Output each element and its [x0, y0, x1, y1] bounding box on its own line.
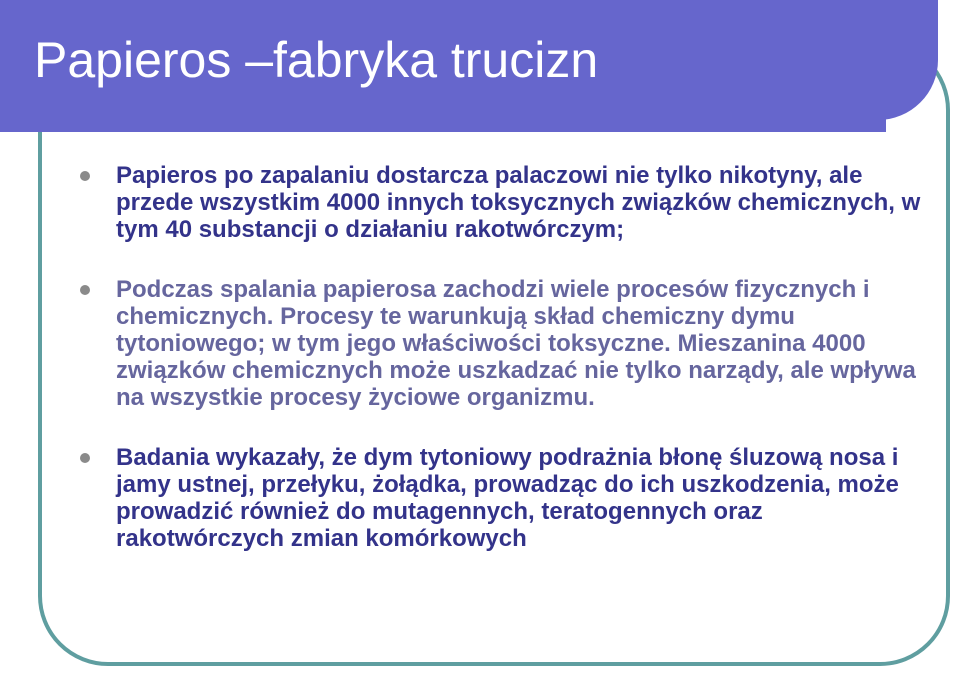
bullet-dot-icon [80, 453, 90, 463]
bullet-text-1: Papieros po zapalaniu dostarcza palaczowi nie tylko nikotyny, ale przede wszystkim 4000 innych toksycznych związków chemicznych, w tym 40 substancji o działaniu rakotwórczym; [116, 162, 921, 243]
bullet-dot-icon [80, 285, 90, 295]
slide-title: Papieros –fabryka trucizn [34, 32, 599, 88]
bullet-text-3: Badania wykazały, że dym tytoniowy podrażnia błonę śluzową nosa i jamy ustnej, przełyku, żołądka, prowadząc do ich uszkodzenia, może prowadzić również do mutagennych, teratogennych oraz rakotwórczych zmian komórkowych [116, 444, 899, 552]
bullet-item-3 [76, 444, 936, 552]
bullet-dot-icon [80, 171, 90, 181]
bullet-item-1 [76, 162, 936, 243]
bullet-list [76, 162, 936, 552]
bullet-item-2 [76, 276, 936, 411]
bullet-text-2: Podczas spalania papierosa zachodzi wiele procesów fizycznych i chemicznych. Procesy te warunkują skład chemiczny dymu tytoniowego; w tym jego właściwości toksyczne. Mieszanina 4000 związków chemicznych może uszkadzać nie tylko narządy, ale wpływa na wszystkie procesy życiowe organizmu. [116, 276, 916, 411]
